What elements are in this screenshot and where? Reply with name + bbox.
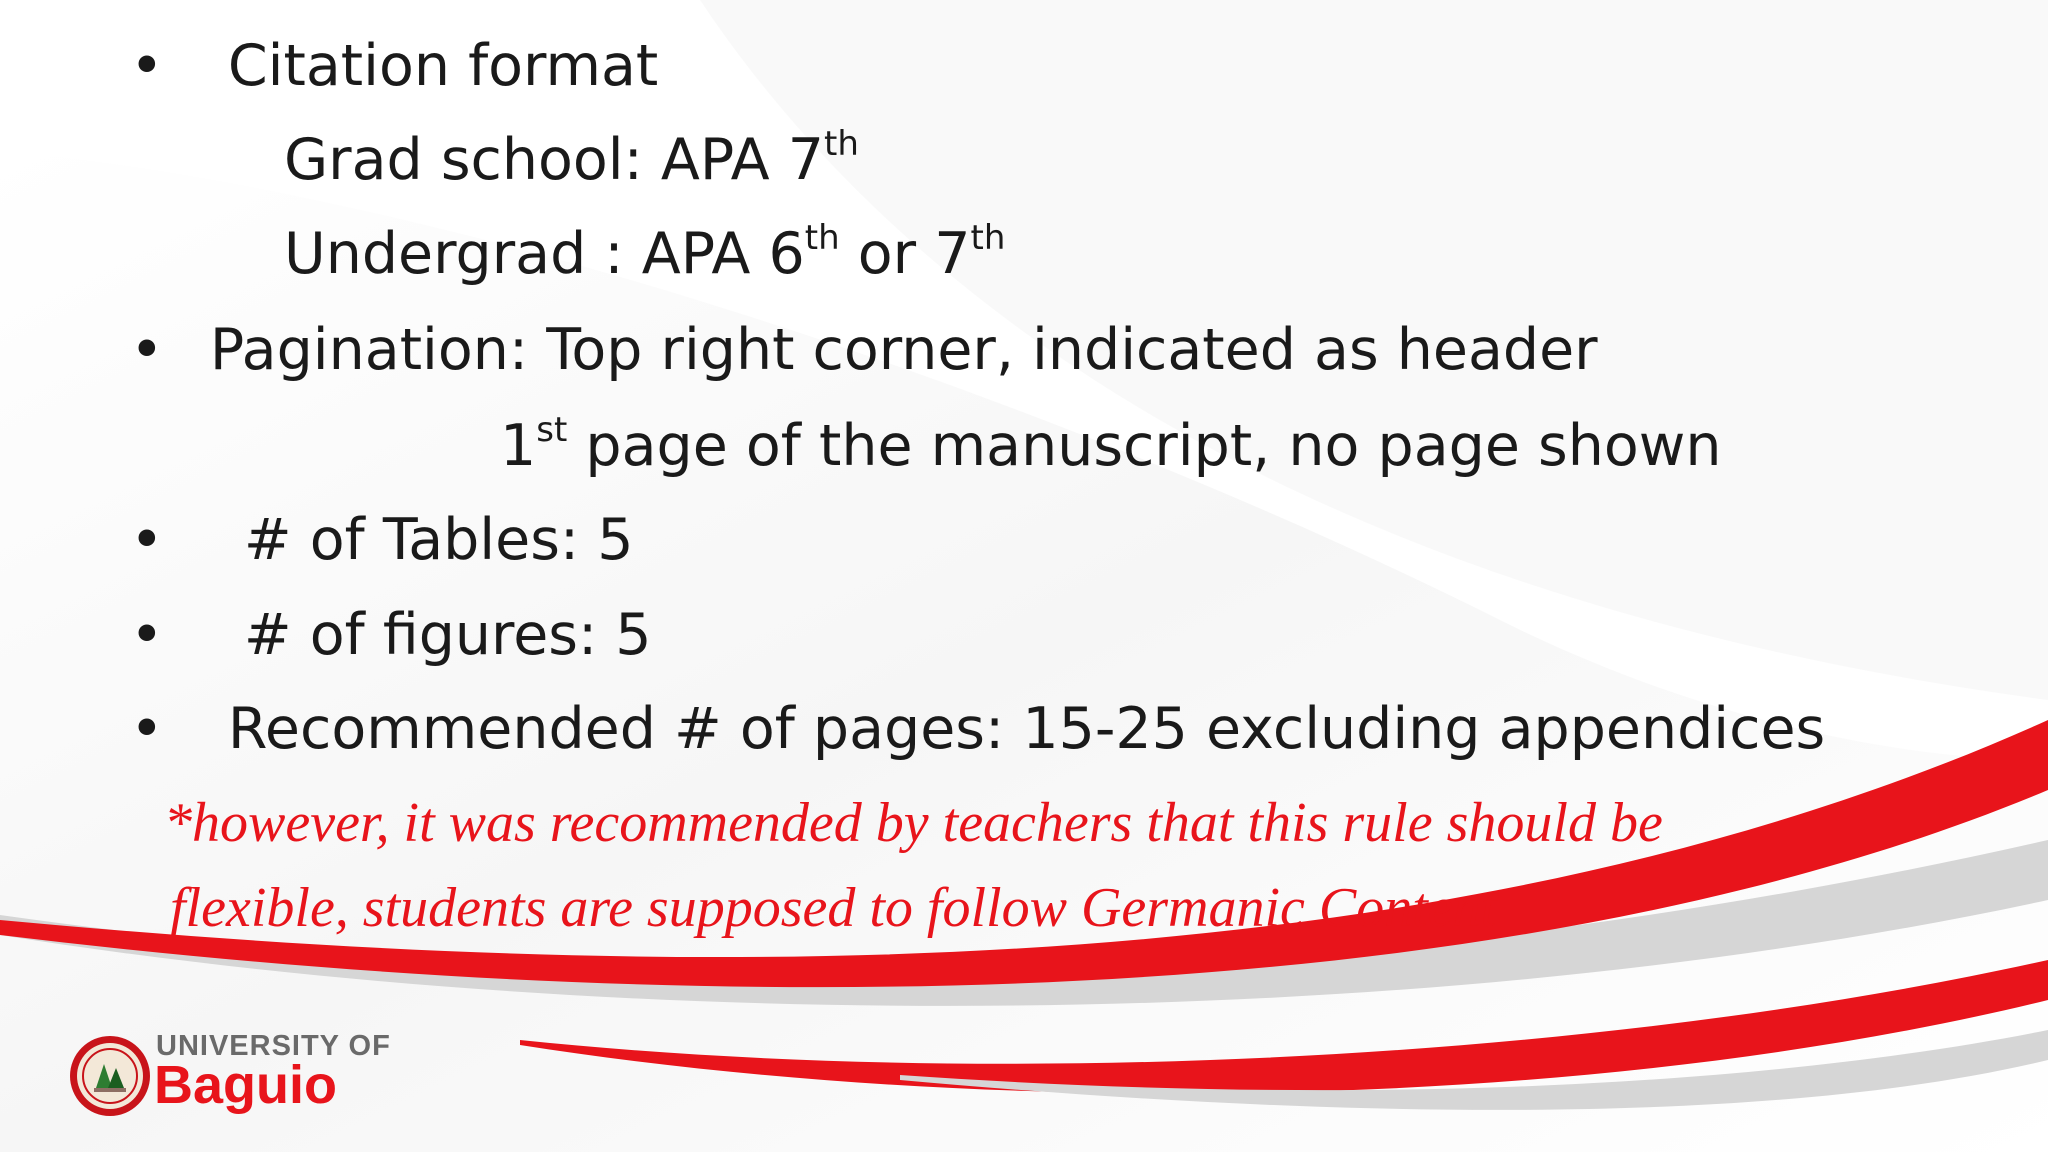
undergrad-sup-7: th — [970, 218, 1006, 258]
logo-baguio: Baguio — [154, 1055, 337, 1115]
pagination-first-sup: st — [536, 410, 568, 450]
note-line-1: *however, it was recommended by teachers that this rule should be — [164, 792, 1663, 854]
undergrad-sup-6: th — [804, 218, 840, 258]
logo-university-of: UNIVERSITY OF — [156, 1030, 391, 1062]
grad-school-line — [284, 124, 859, 193]
bullet-glyph: • — [130, 696, 164, 762]
bullet-glyph: • — [130, 602, 164, 668]
pagination-first-num: 1 — [500, 413, 537, 479]
bullet-citation-format — [130, 33, 659, 99]
note-line-2: flexible, students are supposed to follow Germanic Content — [170, 877, 1497, 939]
recommended-pages-text: Recommended # of pages: 15-25 excluding appendices — [227, 696, 1826, 762]
bullet-recommended-pages — [130, 696, 1826, 762]
tables-text: # of Tables: 5 — [243, 507, 634, 573]
pagination-first-page-line — [500, 410, 1722, 479]
university-logo — [68, 1028, 418, 1128]
grad-school-text: Grad school: APA 7 — [284, 127, 824, 193]
pagination-first-text: page of the manuscript, no page shown — [567, 413, 1722, 479]
bullet-glyph: • — [130, 507, 164, 573]
grad-school-sup: th — [824, 124, 859, 164]
bullet-pagination — [130, 317, 1598, 383]
citation-label: Citation format — [227, 33, 659, 99]
university-seal-icon — [68, 1034, 152, 1118]
figures-text: # of figures: 5 — [243, 602, 652, 668]
bullet-tables — [130, 507, 634, 573]
undergrad-or-text: or 7 — [839, 221, 971, 287]
undergrad-line — [284, 218, 1006, 287]
bullet-glyph: • — [130, 33, 164, 99]
undergrad-text: Undergrad : APA 6 — [284, 221, 805, 287]
pagination-text: Pagination: Top right corner, indicated as header — [209, 317, 1598, 383]
bullet-glyph: • — [130, 317, 164, 383]
bullet-figures — [130, 602, 652, 668]
